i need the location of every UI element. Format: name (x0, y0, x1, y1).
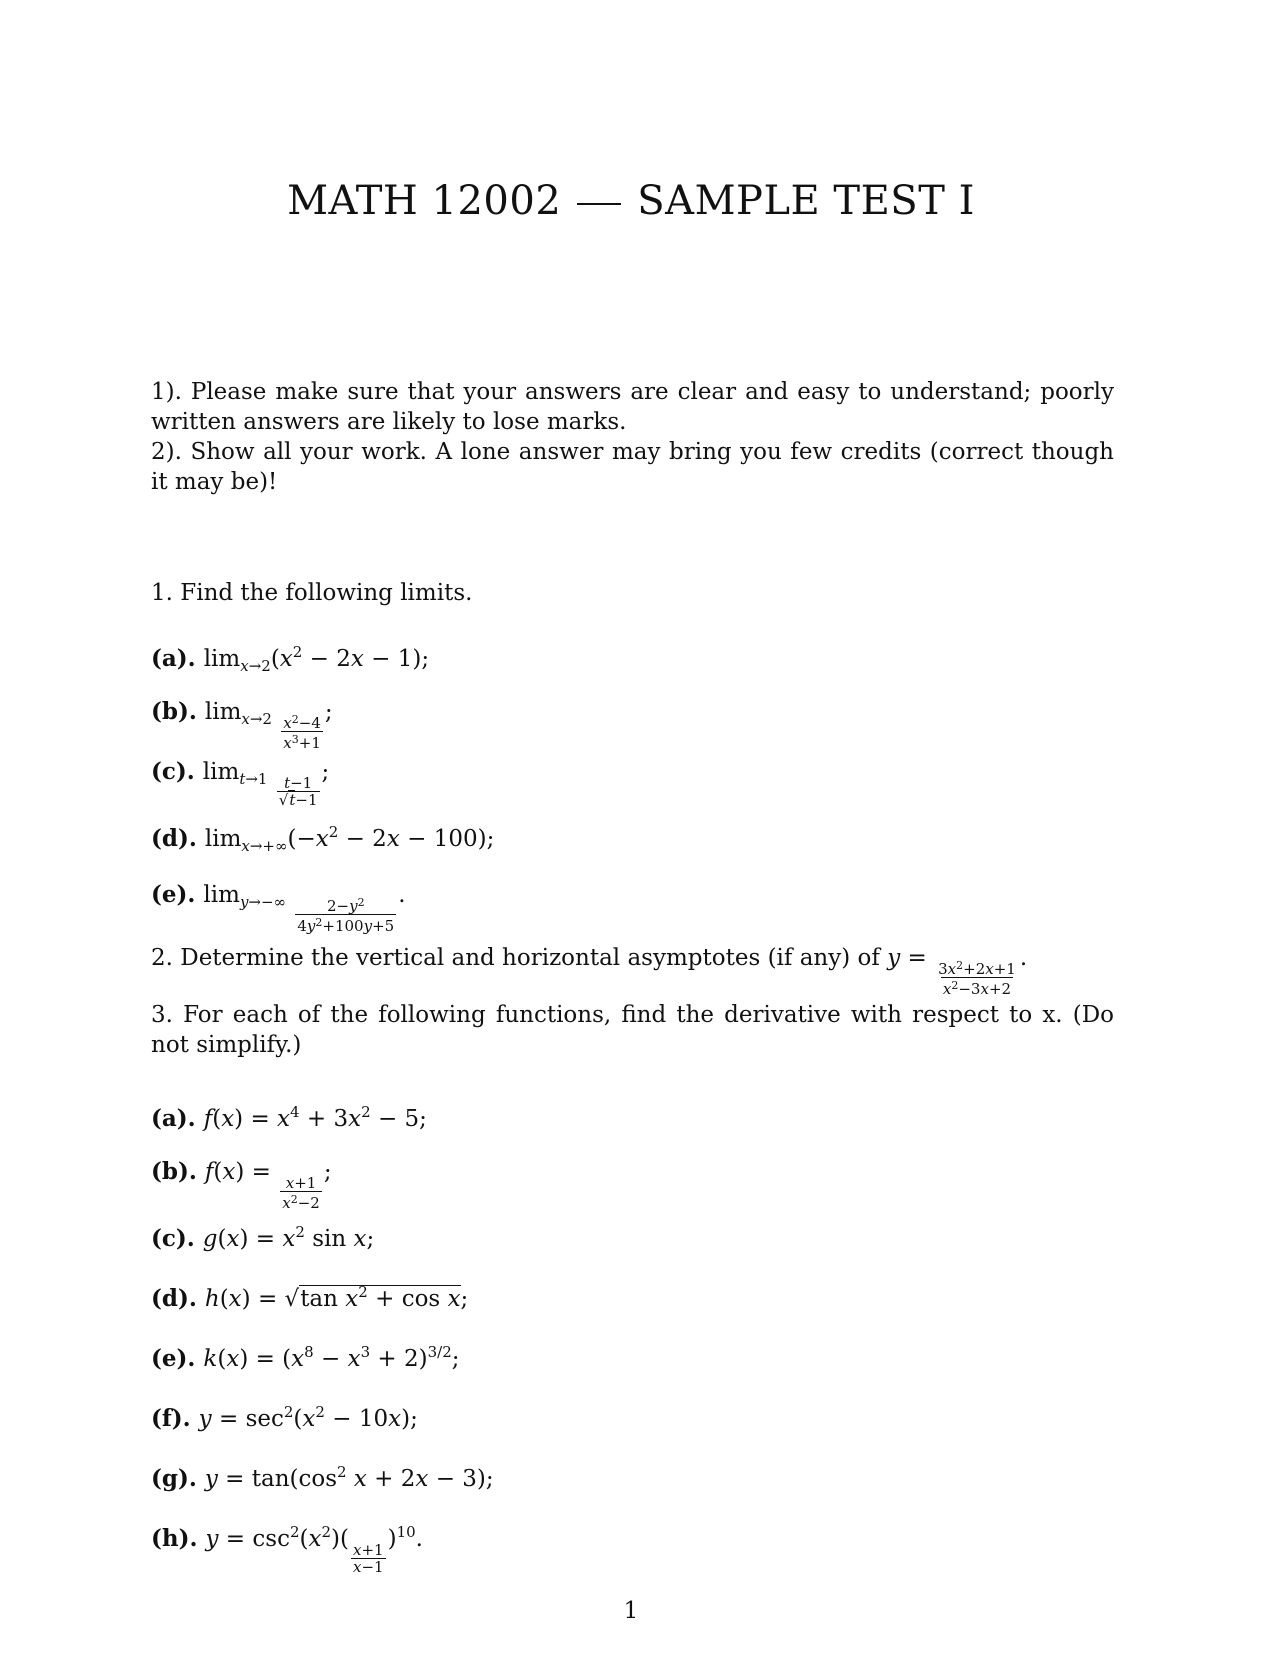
q3-part-c (151, 1217, 374, 1254)
instruction-1: 1). Please make sure that your answers are clear and easy to understand; poorly written answers are likely to lose marks. (151, 379, 1114, 435)
q3b-label: (b). (151, 1158, 197, 1185)
q1c-expr: $\lim_{t\to 1}$ $\frac{t-1}{√t-1}$ ; (202, 759, 330, 809)
title-test: SAMPLE TEST I (637, 178, 975, 224)
q3e-expr: $k(x) = (x^8 - x^3 + 2)^{3/2}$; (203, 1343, 460, 1372)
q1-part-d (151, 817, 494, 861)
question-1-prompt: 1. Find the following limits. (151, 580, 473, 606)
q3c-label: (c). (151, 1225, 195, 1252)
q1e-label: (e). (151, 881, 196, 908)
q1-part-a (151, 637, 429, 681)
q1-part-b (151, 697, 333, 751)
q1d-expr: $\lim_{x\to+\infty}(-x^2 - 2x - 100)$; (204, 823, 495, 855)
q3-part-g (151, 1457, 494, 1494)
q3-part-b (151, 1157, 332, 1211)
q1b-label: (b). (151, 698, 197, 725)
q1a-label: (a). (151, 645, 196, 672)
q3g-label: (g). (151, 1465, 197, 1492)
q3e-label: (e). (151, 1345, 196, 1372)
q1-part-c (151, 757, 329, 808)
q1-part-e (151, 880, 406, 934)
q1a-expr: $\lim_{x\to 2}(x^2 - 2x - 1)$; (203, 643, 430, 675)
q3-part-e (151, 1337, 460, 1374)
q3b-expr: f(x) = $\frac{x+1}{x^2-2}$ ; (204, 1159, 332, 1212)
q1d-label: (d). (151, 825, 197, 852)
q3g-expr: $y = \tan(\cos^2$ x + 2x − 3); (204, 1463, 494, 1492)
title-course: MATH 12002 (287, 178, 562, 224)
q1e-expr: $\lim_{y\to-\infty}$ $\frac{2-y^2}{4y^2+100y+5}$ . (203, 882, 406, 935)
q3d-expr: h(x) = √tan $x^2 + \cos x$; (204, 1283, 469, 1312)
q3f-expr: $y = \sec^2(x^2 - 10x)$; (198, 1403, 418, 1432)
q3-part-h (151, 1517, 423, 1575)
q3-part-a (151, 1097, 427, 1134)
instruction-2: 2). Show all your work. A lone answer may bring you few credits (correct though it may be)! (151, 439, 1114, 495)
question-2 (151, 943, 1027, 997)
page-title (0, 178, 1262, 224)
title-dash (577, 203, 621, 205)
q3-part-f (151, 1397, 418, 1434)
q1c-label: (c). (151, 758, 195, 785)
page-number: 1 (623, 1598, 639, 1624)
q3f-label: (f). (151, 1405, 191, 1432)
q3h-label: (h). (151, 1525, 198, 1552)
q3a-label: (a). (151, 1105, 196, 1132)
question-2-prompt: 2. Determine the vertical and horizontal asymptotes (if any) of (151, 945, 880, 971)
q3h-expr: $y = \csc^2(x^2)$( $\frac{x+1}{x-1}$ )$^{10}$. (205, 1523, 423, 1576)
q3c-expr: $g(x) = x^2$ sin x; (202, 1223, 375, 1252)
q2-expr: y = $\frac{3x^2+2x+1}{x^2-3x+2}$ . (887, 945, 1028, 998)
q1b-expr: $\lim_{x\to 2}$ $\frac{x^2-4}{x^3+1}$ ; (204, 699, 333, 752)
q3-part-d (151, 1277, 468, 1314)
question-3-prompt: 3. For each of the following functions, find the derivative with respect to x. (Do not simplify.) (151, 1002, 1114, 1058)
q3a-expr: $f(x) = x^4 + 3x^2 - 5$; (203, 1103, 427, 1132)
q3d-label: (d). (151, 1285, 197, 1312)
